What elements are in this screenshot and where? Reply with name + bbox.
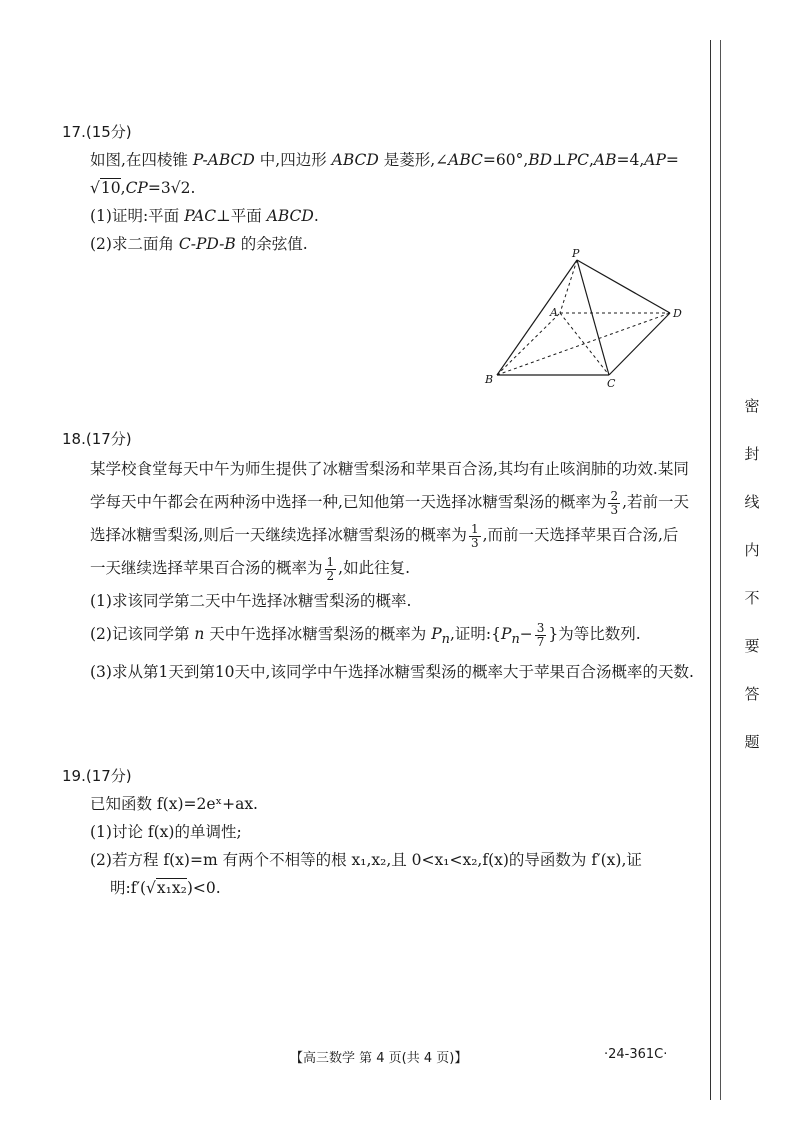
edge-BA xyxy=(497,313,560,375)
question-19 xyxy=(62,762,697,902)
sub-question-3: (3)求从第1天到第10天中,该同学中午选择冰糖雪梨汤的概率大于苹果百合汤概率的天数. xyxy=(90,663,694,682)
sub-question-2: (2)若方程 f(x)=m 有两个不相等的根 x₁,x₂,且 0<x₁<x₂,f(x)的导函数为 f′(x),证 xyxy=(90,851,642,869)
fraction: $\frac{1}{2}$ xyxy=(326,554,335,583)
vertex-label-C: C xyxy=(607,377,616,390)
vertex-label-D: D xyxy=(673,307,682,320)
seal-char: 封 xyxy=(744,445,760,463)
question-number: 19.(17分) xyxy=(62,767,132,785)
seal-char: 线 xyxy=(744,493,760,511)
edge-PB xyxy=(497,260,577,375)
sub-question-1: (1)讨论 f(x)的单调性; xyxy=(90,823,242,841)
vertex-label-A: A xyxy=(550,306,558,319)
question-text: 如图,在四棱锥 P-ABCD 中,四边形 ABCD 是菱形,∠ABC=60°,BD⊥PC,AB=4,AP= xyxy=(90,151,679,169)
question-18 xyxy=(62,425,697,689)
footer-page-info: 【高三数学 第 4 页(共 4 页)】 xyxy=(290,1051,468,1066)
fraction: $\frac{1}{3}$ xyxy=(470,521,479,550)
question-text: 某学校食堂每天中午为师生提供了冰糖雪梨汤和苹果百合汤,其均有止咳润肺的功效.某同 xyxy=(90,460,689,478)
sub-question-2: (2)求二面角 C-PD-B 的余弦值. xyxy=(90,235,308,253)
vertex-label-P: P xyxy=(572,247,580,260)
seal-char: 要 xyxy=(744,637,760,655)
sub-question-2: (2)记该同学第 n 天中午选择冰糖雪梨汤的概率为 $P_n$,证明$:\{P_n-$ $\frac{3}{7}$ }为等比数列. xyxy=(90,620,641,649)
binding-line-inner xyxy=(720,40,721,1100)
question-text: 已知函数 f(x)=2eˣ+ax. xyxy=(90,795,258,813)
edge-PC xyxy=(577,260,609,375)
pyramid-figure xyxy=(472,245,697,390)
sub-question-1: (1)证明:平面 PAC⊥平面 ABCD. xyxy=(90,207,319,225)
seal-notice xyxy=(740,395,764,755)
seal-char: 题 xyxy=(744,733,760,751)
edge-PA xyxy=(560,260,577,313)
sub-question-1: (1)求该同学第二天中午选择冰糖雪梨汤的概率. xyxy=(90,592,412,610)
binding-line xyxy=(710,40,711,1100)
sub-question-2-cont: 明:f′(√x₁x₂)<0. xyxy=(110,879,221,897)
edge-PD xyxy=(577,260,670,313)
fraction: $\frac{3}{7}$ xyxy=(536,620,545,649)
seal-char: 密 xyxy=(744,397,760,415)
question-text: 学每天中午都会在两种汤中选择一种,已知他第一天选择冰糖雪梨汤的概率为 $\frac{2}{3}$ ,若前一天 xyxy=(90,488,690,517)
question-17 xyxy=(62,118,697,258)
edge-CD xyxy=(609,313,670,375)
question-number: 18.(17分) xyxy=(62,430,132,448)
seal-char: 答 xyxy=(744,685,760,703)
seal-char: 不 xyxy=(744,589,760,607)
edge-BD xyxy=(497,313,670,375)
vertex-label-B: B xyxy=(485,373,494,386)
fraction: $\frac{2}{3}$ xyxy=(610,488,619,517)
page-footer xyxy=(0,1045,800,1075)
question-text: 一天继续选择苹果百合汤的概率为 $\frac{1}{2}$ ,如此往复. xyxy=(90,554,411,583)
question-number: 17.(15分) xyxy=(62,123,132,141)
footer-exam-code: ·24-361C· xyxy=(604,1047,668,1062)
question-text: √10,CP=3√2. xyxy=(90,179,196,197)
question-text: 选择冰糖雪梨汤,则后一天继续选择冰糖雪梨汤的概率为 $\frac{1}{3}$ ,而前一天选择苹果百合汤,后 xyxy=(90,521,679,550)
seal-char: 内 xyxy=(744,541,760,559)
